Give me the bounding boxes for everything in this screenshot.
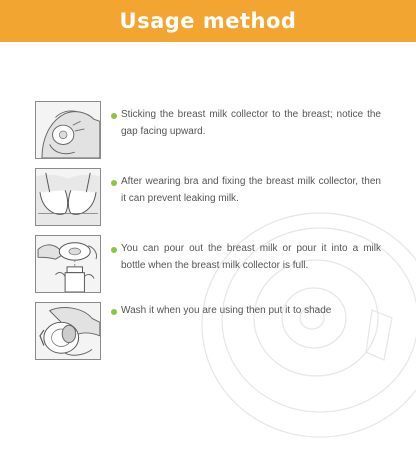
- step-text: Sticking the breast milk collector to the breast; notice the gap facing upward.: [121, 109, 381, 137]
- breast-milk-collector-attach-illustration: [35, 101, 101, 159]
- pour-into-bottle-illustration: [35, 235, 101, 293]
- page-title: Usage method: [119, 9, 297, 33]
- step-text: After wearing bra and fixing the breast milk collector, then it can prevent leaking milk.: [121, 176, 381, 204]
- usage-step-3: [35, 235, 405, 293]
- usage-step-1: [35, 101, 405, 159]
- bullet-dot: [111, 113, 117, 119]
- wash-collector-illustration: [35, 302, 101, 360]
- step-text: You can pour out the breast milk or pour it into a milk bottle when the breast milk collector is full.: [121, 243, 381, 271]
- step-text: Wash it when you are using then put it to shade: [121, 305, 332, 316]
- usage-step-2: [35, 168, 405, 226]
- header-banner: [0, 0, 416, 42]
- bullet-dot: [111, 180, 117, 186]
- bullet-dot: [111, 309, 117, 315]
- bullet-dot: [111, 247, 117, 253]
- usage-step-4: [35, 302, 405, 360]
- bra-wearing-illustration: [35, 168, 101, 226]
